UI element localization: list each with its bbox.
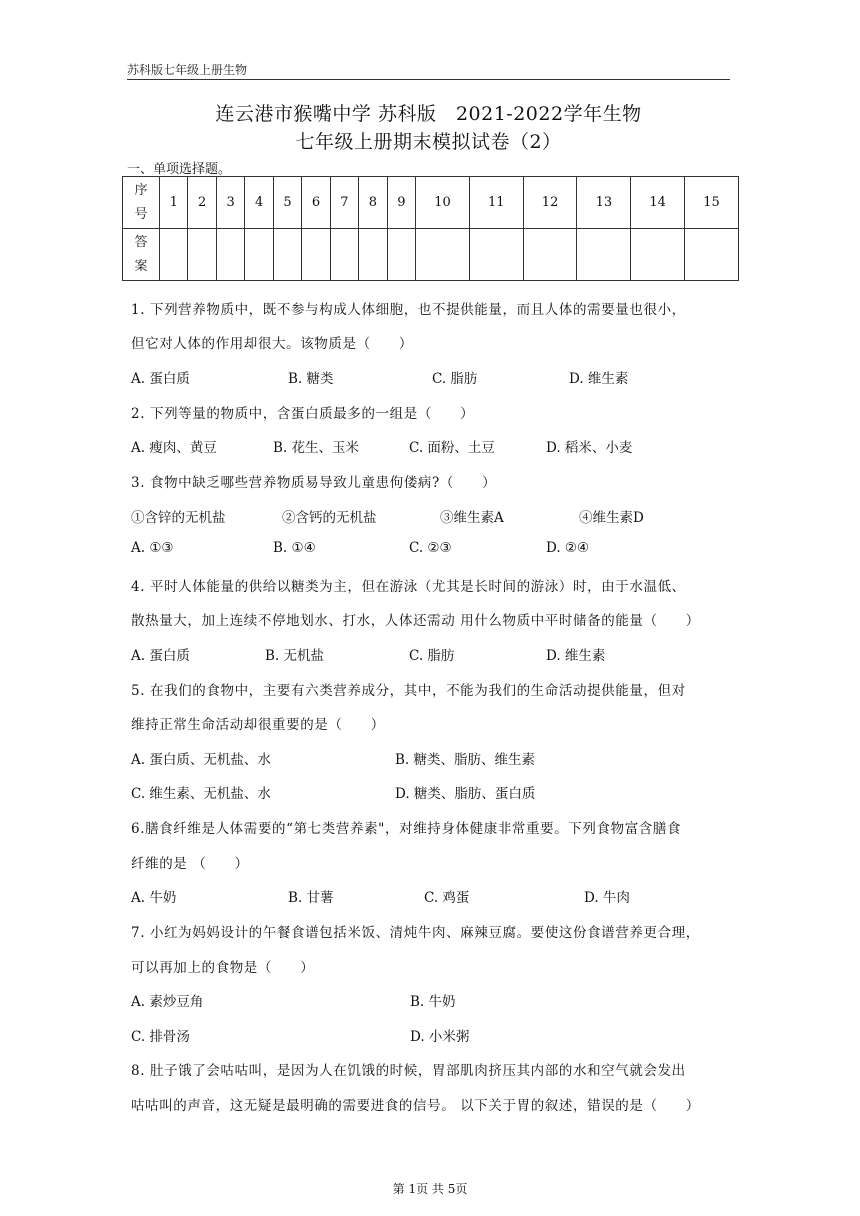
answer-cell[interactable] (631, 229, 685, 281)
q3-option-d: D. ②④ (546, 540, 590, 556)
q7-option-c: C. 排骨汤 (131, 1029, 190, 1045)
row-label-number-b: 号 (134, 206, 148, 222)
answer-cell[interactable] (359, 229, 387, 281)
answer-cell[interactable] (302, 229, 330, 281)
q1-option-c: C. 脂肪 (432, 371, 478, 387)
row-label-number (123, 177, 160, 229)
q5-option-c: C. 维生素、无机盐、水 (131, 786, 271, 802)
q5-line-2: 维持正常生命活动却很重要的是（ ） (131, 717, 385, 733)
answer-cell[interactable] (416, 229, 470, 281)
q7-option-d: D. 小米粥 (410, 1029, 470, 1045)
question-number-cell: 3 (216, 177, 244, 229)
q4-option-c: C. 脂肪 (409, 648, 455, 664)
question-number-cell: 12 (523, 177, 577, 229)
q7-option-a: A. 素炒豆角 (131, 994, 204, 1010)
q1-line-2: 但它对人体的作用却很大。该物质是（ ） (131, 336, 413, 352)
question-number-cell: 14 (631, 177, 685, 229)
answer-cell[interactable] (188, 229, 216, 281)
q3-line-1: 3. 食物中缺乏哪些营养物质易导致儿童患佝偻病?（ ） (131, 475, 497, 491)
answer-cell[interactable] (216, 229, 244, 281)
q6-option-d: D. 牛肉 (584, 890, 630, 906)
q1-option-a: A. 蛋白质 (131, 371, 190, 387)
q3-option-a: A. ①③ (131, 540, 174, 556)
q3-statement-2: ②含钙的无机盐 (282, 510, 377, 526)
q6-option-b: B. 甘薯 (288, 890, 334, 906)
q6-line-1: 6.膳食纤维是人体需要的“第七类营养素"，对维持身体健康非常重要。下列食物富含膳食 (131, 821, 682, 837)
row-label-number-a: 序 (134, 182, 148, 198)
q5-line-1: 5. 在我们的食物中，主要有六类营养成分，其中，不能为我们的生命活动提供能量，但对 (131, 683, 686, 699)
answer-cell[interactable] (523, 229, 577, 281)
q3-statement-1: ①含锌的无机盐 (131, 510, 226, 526)
question-number-cell: 1 (160, 177, 188, 229)
q5-option-a: A. 蛋白质、无机盐、水 (131, 752, 271, 768)
question-number-cell: 7 (330, 177, 358, 229)
answer-table (122, 176, 739, 281)
question-number-cell: 4 (245, 177, 273, 229)
q3-statement-3: ③维生素A (440, 510, 504, 526)
q2-option-b: B. 花生、玉米 (273, 440, 360, 456)
q1-option-d: D. 维生素 (569, 371, 629, 387)
answer-row (123, 229, 739, 281)
question-number-cell: 15 (685, 177, 739, 229)
q2-option-c: C. 面粉、土豆 (409, 440, 495, 456)
q5-option-b: B. 糖类、脂肪、维生素 (395, 752, 536, 768)
question-number-cell: 13 (577, 177, 631, 229)
answer-cell[interactable] (387, 229, 415, 281)
q7-line-2: 可以再加上的食物是（ ） (131, 960, 315, 976)
answer-cell[interactable] (577, 229, 631, 281)
question-number-cell: 8 (359, 177, 387, 229)
q6-line-2: 纤维的是 （ ） (131, 856, 249, 872)
answer-cell[interactable] (273, 229, 301, 281)
answer-cell[interactable] (330, 229, 358, 281)
question-number-cell: 10 (416, 177, 470, 229)
title-line-2: 七年级上册期末模拟试卷（2） (295, 131, 562, 153)
q6-option-a: A. 牛奶 (131, 890, 177, 906)
q6-option-c: C. 鸡蛋 (424, 890, 470, 906)
q2-option-a: A. 瘦肉、黄豆 (131, 440, 217, 456)
title-line-1: 连云港市猴嘴中学 苏科版 2021-2022学年生物 (215, 103, 642, 125)
section-heading: 一、单项选择题。 (127, 162, 232, 177)
question-number-cell: 9 (387, 177, 415, 229)
q3-statement-4: ④维生素D (579, 510, 644, 526)
q8-line-2: 咕咕叫的声音，这无疑是最明确的需要进食的信号。 以下关于胃的叙述，错误的是（ ） (131, 1098, 700, 1114)
q4-option-a: A. 蛋白质 (131, 648, 190, 664)
q1-line-1: 1. 下列营养物质中，既不参与构成人体细胞，也不提供能量，而且人体的需要量也很小， (131, 302, 686, 318)
q8-line-1: 8. 肚子饿了会咕咕叫，是因为人在饥饿的时候，胃部肌肉挤压其内部的水和空气就会发出 (131, 1063, 686, 1079)
q4-line-2: 散热量大，加上连续不停地划水、打水，人体还需动 用什么物质中平时储备的能量（ ） (131, 613, 700, 629)
q5-option-d: D. 糖类、脂肪、蛋白质 (395, 786, 536, 802)
q1-option-b: B. 糖类 (288, 371, 334, 387)
row-label-answer (123, 229, 160, 281)
q7-option-b: B. 牛奶 (410, 994, 456, 1010)
page-header: 苏科版七年级上册生物 (127, 63, 248, 77)
q3-option-c: C. ②③ (409, 540, 452, 556)
row-label-answer-a: 答 (134, 234, 148, 250)
question-number-cell: 6 (302, 177, 330, 229)
q4-option-d: D. 维生素 (546, 648, 606, 664)
answer-cell[interactable] (469, 229, 523, 281)
page-footer: 第 1页 共 5页 (392, 1182, 468, 1196)
answer-cell[interactable] (160, 229, 188, 281)
q2-line-1: 2. 下列等量的物质中，含蛋白质最多的一组是（ ） (131, 406, 475, 422)
header-rule (127, 79, 730, 80)
q4-line-1: 4. 平时人体能量的供给以糖类为主，但在游泳（尤其是长时间的游泳）时，由于水温低、 (131, 579, 686, 595)
question-number-cell: 5 (273, 177, 301, 229)
q3-option-b: B. ①④ (273, 540, 316, 556)
answer-cell[interactable] (685, 229, 739, 281)
q2-option-d: D. 稻米、小麦 (546, 440, 633, 456)
answer-cell[interactable] (245, 229, 273, 281)
row-label-answer-b: 案 (134, 258, 148, 274)
question-number-cell: 11 (469, 177, 523, 229)
q7-line-1: 7. 小红为妈妈设计的午餐食谱包括米饭、清炖牛肉、麻辣豆腐。要使这份食谱营养更合理， (131, 925, 700, 941)
q4-option-b: B. 无机盐 (265, 648, 325, 664)
question-number-cell: 2 (188, 177, 216, 229)
number-row (123, 177, 739, 229)
